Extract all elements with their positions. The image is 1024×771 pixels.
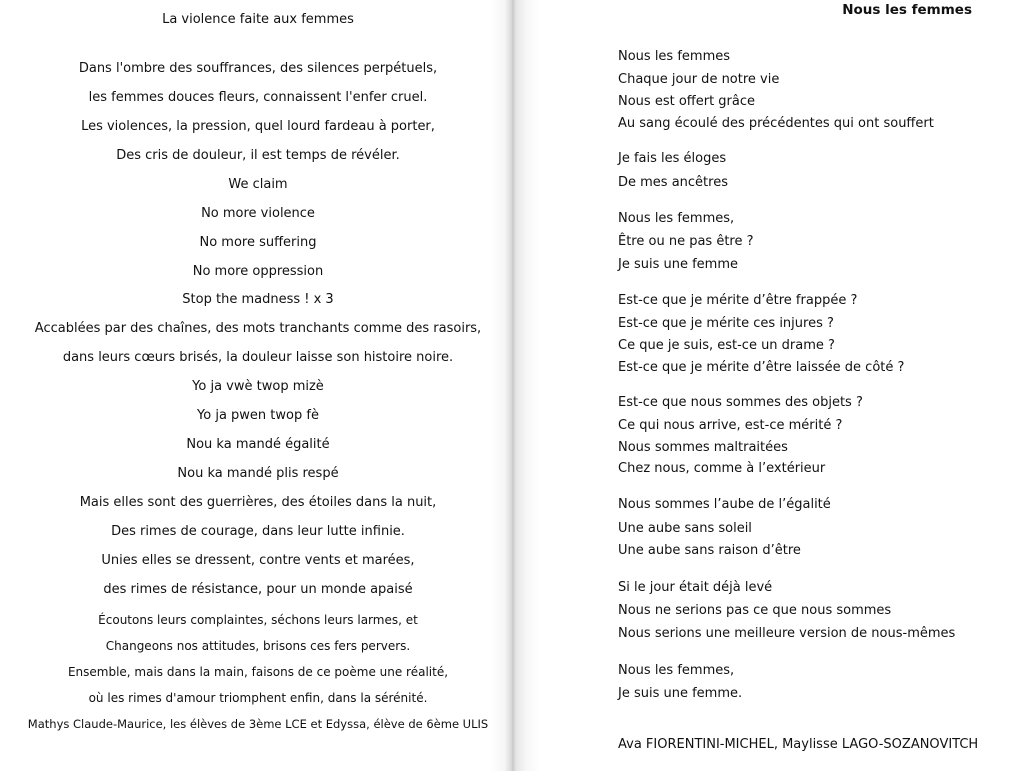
right-poem-line: Une aube sans soleil bbox=[618, 521, 752, 536]
left-poem-line: Accablées par des chaînes, des mots tranchants comme des rasoirs, bbox=[34, 321, 482, 336]
left-poem-line: les femmes douces fleurs, connaissent l'enfer cruel. bbox=[88, 90, 428, 105]
right-poem-author: Ava FIORENTINI-MICHEL, Maylisse LAGO-SOZANOVITCH bbox=[618, 737, 979, 752]
right-poem-line: Nous est offert grâce bbox=[618, 94, 756, 109]
right-poem-line: Être ou ne pas être ? bbox=[618, 234, 754, 249]
left-poem-line: Des rimes de courage, dans leur lutte infinie. bbox=[111, 524, 405, 539]
left-poem-author: Mathys Claude-Maurice, les élèves de 3ème LCE et Edyssa, élève de 6ème ULIS bbox=[27, 717, 489, 731]
left-poem-line: Écoutons leurs complaintes, séchons leurs larmes, et bbox=[98, 613, 418, 627]
right-poem-line: Ce qui nous arrive, est-ce mérité ? bbox=[618, 418, 843, 433]
left-poem-title: La violence faite aux femmes bbox=[162, 12, 354, 27]
left-poem-line: où les rimes d'amour triomphent enfin, dans la sérénité. bbox=[88, 691, 428, 705]
left-poem-line: Les violences, la pression, quel lourd fardeau à porter, bbox=[81, 119, 435, 134]
left-poem-line: No more oppression bbox=[192, 264, 324, 279]
right-poem-line: Nous sommes maltraitées bbox=[618, 440, 788, 455]
right-page bbox=[512, 0, 1024, 771]
left-poem-line: No more suffering bbox=[199, 235, 317, 250]
left-poem-line: Yo ja vwè twop mizè bbox=[192, 379, 324, 394]
right-poem-line: Nous les femmes, bbox=[618, 211, 735, 226]
right-poem-title: Nous les femmes bbox=[842, 2, 972, 18]
right-poem-line: Je suis une femme bbox=[618, 257, 739, 272]
right-poem-line: Au sang écoulé des précédentes qui ont souffert bbox=[618, 116, 934, 131]
left-poem-line: Stop the madness ! x 3 bbox=[182, 292, 334, 307]
right-poem-line: Je suis une femme. bbox=[618, 686, 743, 701]
left-poem-line: des rimes de résistance, pour un monde apaisé bbox=[103, 582, 413, 597]
left-poem-line: No more violence bbox=[201, 206, 315, 221]
right-poem-line: Nous sommes l’aube de l’égalité bbox=[618, 497, 831, 512]
left-poem-line: Unies elles se dressent, contre vents et marées, bbox=[101, 553, 415, 568]
right-poem-line: Est-ce que nous sommes des objets ? bbox=[618, 395, 863, 410]
left-poem-line: Yo ja pwen twop fè bbox=[197, 408, 319, 423]
left-poem-line: Nou ka mandé égalité bbox=[186, 437, 330, 452]
right-poem-line: De mes ancêtres bbox=[618, 175, 728, 190]
right-poem-line: Nous serions une meilleure version de nous-mêmes bbox=[618, 626, 956, 641]
left-poem-line: We claim bbox=[228, 177, 288, 192]
left-poem-line: dans leurs cœurs brisés, la douleur laisse son histoire noire. bbox=[62, 350, 454, 365]
right-poem-line: Est-ce que je mérite d’être laissée de côté ? bbox=[618, 360, 905, 375]
right-poem-line: Chaque jour de notre vie bbox=[618, 72, 780, 87]
right-poem-line: Est-ce que je mérite ces injures ? bbox=[618, 316, 834, 331]
left-poem-line: Mais elles sont des guerrières, des étoiles dans la nuit, bbox=[79, 495, 437, 510]
left-poem-line: Nou ka mandé plis respé bbox=[177, 466, 339, 481]
right-poem-line: Si le jour était déjà levé bbox=[618, 580, 773, 595]
right-poem-line: Ce que je suis, est-ce un drame ? bbox=[618, 338, 835, 353]
right-poem-line: Nous les femmes bbox=[618, 49, 731, 64]
left-poem-line: Ensemble, mais dans la main, faisons de ce poème une réalité, bbox=[67, 665, 449, 679]
right-poem-line: Est-ce que je mérite d’être frappée ? bbox=[618, 293, 858, 308]
left-poem-line: Changeons nos attitudes, brisons ces fers pervers. bbox=[105, 639, 411, 653]
right-poem-line: Une aube sans raison d’être bbox=[618, 543, 801, 558]
left-poem-line: Des cris de douleur, il est temps de révéler. bbox=[116, 148, 400, 163]
right-poem-line: Nous ne serions pas ce que nous sommes bbox=[618, 603, 892, 618]
right-poem-line: Je fais les éloges bbox=[618, 151, 727, 166]
right-poem-line: Nous les femmes, bbox=[618, 663, 735, 678]
left-poem-line: Dans l'ombre des souffrances, des silences perpétuels, bbox=[78, 61, 438, 76]
right-poem-line: Chez nous, comme à l’extérieur bbox=[618, 461, 826, 476]
